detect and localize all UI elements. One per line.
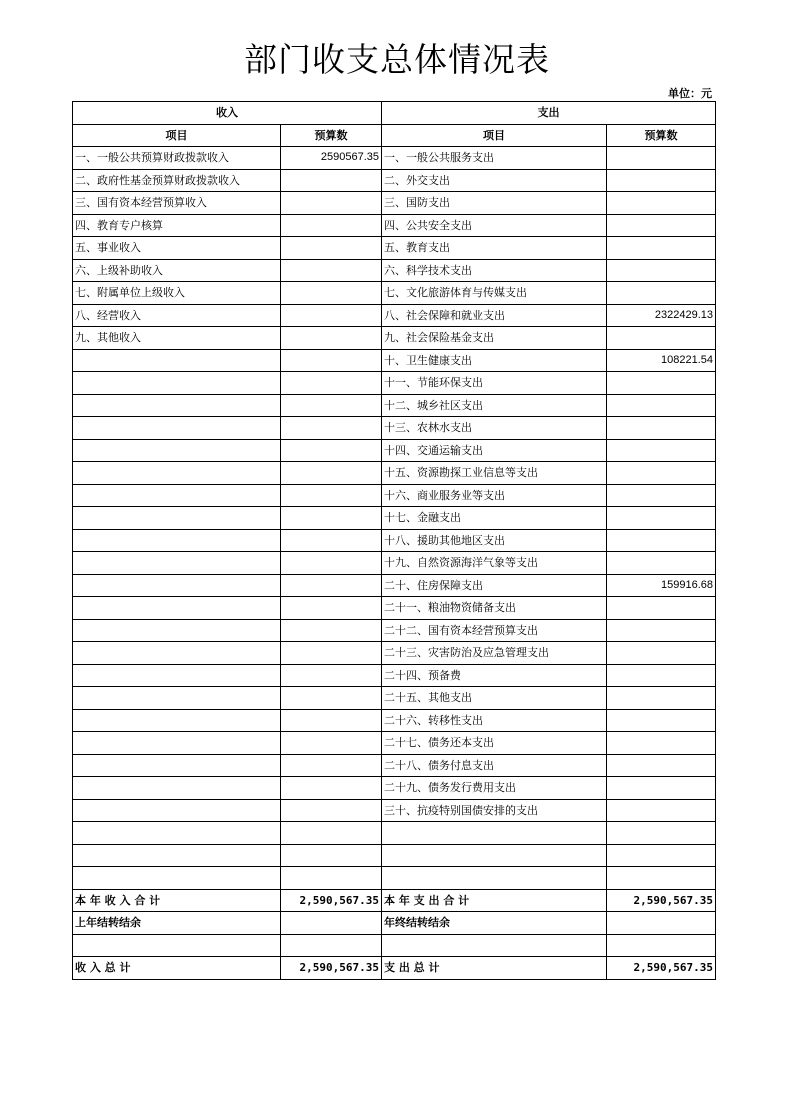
income-value: [281, 507, 382, 530]
expense-item: 六、科学技术支出: [382, 259, 607, 282]
table-row: [73, 642, 716, 665]
income-item: 八、经营收入: [73, 304, 281, 327]
income-item: [73, 867, 281, 890]
income-budget-header: 预算数: [281, 124, 382, 147]
table-row: [73, 147, 716, 170]
table-row: [73, 439, 716, 462]
expense-item: 十六、商业服务业等支出: [382, 484, 607, 507]
income-item: [73, 394, 281, 417]
income-total-label: 上年结转结余: [73, 912, 281, 935]
income-item: 二、政府性基金预算财政拨款收入: [73, 169, 281, 192]
expense-value: [607, 799, 716, 822]
income-item: [73, 844, 281, 867]
table-row: [73, 709, 716, 732]
expense-value: [607, 709, 716, 732]
income-value: [281, 327, 382, 350]
income-value: [281, 484, 382, 507]
expense-total-value: 2,590,567.35: [607, 889, 716, 912]
table-row: [73, 327, 716, 350]
expense-value: [607, 147, 716, 170]
table-row: [73, 867, 716, 890]
expense-item: 二、外交支出: [382, 169, 607, 192]
income-value: [281, 304, 382, 327]
income-value: [281, 642, 382, 665]
income-item: [73, 529, 281, 552]
expense-item: 二十四、预备费: [382, 664, 607, 687]
expense-value: [607, 259, 716, 282]
expense-item: 十二、城乡社区支出: [382, 394, 607, 417]
income-value: [281, 192, 382, 215]
income-item: [73, 349, 281, 372]
table-row: [73, 417, 716, 440]
income-item: [73, 754, 281, 777]
table-row: [73, 844, 716, 867]
expense-item: 二十一、粮油物资储备支出: [382, 597, 607, 620]
expense-value: [607, 462, 716, 485]
income-value: [281, 844, 382, 867]
income-value: [281, 552, 382, 575]
expense-value: [607, 822, 716, 845]
income-total-value: 2,590,567.35: [281, 889, 382, 912]
income-item: [73, 664, 281, 687]
expense-value: [607, 394, 716, 417]
expense-item: 一、一般公共服务支出: [382, 147, 607, 170]
income-value: [281, 349, 382, 372]
income-item: 六、上级补助收入: [73, 259, 281, 282]
expense-value: [607, 777, 716, 800]
total-row: [73, 912, 716, 935]
expense-value: [607, 417, 716, 440]
income-value: [281, 214, 382, 237]
expense-value: [607, 192, 716, 215]
expense-item: 二十二、国有资本经营预算支出: [382, 619, 607, 642]
income-item: [73, 619, 281, 642]
expense-item: 十四、交通运输支出: [382, 439, 607, 462]
income-item: [73, 777, 281, 800]
income-item: [73, 822, 281, 845]
income-total-label: [73, 934, 281, 957]
income-item: [73, 507, 281, 530]
income-item: [73, 799, 281, 822]
expense-value: [607, 867, 716, 890]
income-total-value: 2,590,567.35: [281, 957, 382, 980]
income-value: [281, 417, 382, 440]
expense-item: 十八、援助其他地区支出: [382, 529, 607, 552]
table-row: [73, 664, 716, 687]
expense-value: [607, 552, 716, 575]
income-item: [73, 732, 281, 755]
expense-item: 十七、金融支出: [382, 507, 607, 530]
expense-total-label: 本 年 支 出 合 计: [382, 889, 607, 912]
income-value: [281, 372, 382, 395]
income-total-label: 收 入 总 计: [73, 957, 281, 980]
income-item: [73, 574, 281, 597]
expense-value: [607, 169, 716, 192]
table-row: [73, 372, 716, 395]
income-header: 收入: [73, 102, 382, 125]
table-row: [73, 552, 716, 575]
expense-item: 十三、农林水支出: [382, 417, 607, 440]
table-row: [73, 574, 716, 597]
expense-total-label: [382, 934, 607, 957]
expense-value: [607, 237, 716, 260]
income-item: [73, 597, 281, 620]
table-row: [73, 192, 716, 215]
income-item: [73, 439, 281, 462]
expense-item: 二十九、债务发行费用支出: [382, 777, 607, 800]
income-value: 2590567.35: [281, 147, 382, 170]
budget-table: [72, 101, 716, 980]
income-value: [281, 822, 382, 845]
income-value: [281, 777, 382, 800]
table-row: [73, 597, 716, 620]
expense-item: 二十三、灾害防治及应急管理支出: [382, 642, 607, 665]
income-item: [73, 642, 281, 665]
income-item: [73, 462, 281, 485]
income-item: [73, 552, 281, 575]
expense-item: [382, 867, 607, 890]
table-row: [73, 529, 716, 552]
income-item: 一、一般公共预算财政拨款收入: [73, 147, 281, 170]
income-total-value: [281, 934, 382, 957]
expense-item: 八、社会保障和就业支出: [382, 304, 607, 327]
table-row: [73, 777, 716, 800]
income-value: [281, 462, 382, 485]
table-row: [73, 349, 716, 372]
expense-value: [607, 619, 716, 642]
income-value: [281, 687, 382, 710]
expense-value: [607, 214, 716, 237]
expense-item: [382, 822, 607, 845]
expense-value: [607, 439, 716, 462]
expense-value: [607, 507, 716, 530]
income-value: [281, 732, 382, 755]
expense-item: 二十八、债务付息支出: [382, 754, 607, 777]
table-row: [73, 214, 716, 237]
expense-item: 四、公共安全支出: [382, 214, 607, 237]
expense-header: 支出: [382, 102, 716, 125]
expense-item: 三十、抗疫特别国债安排的支出: [382, 799, 607, 822]
expense-value: 2322429.13: [607, 304, 716, 327]
income-total-label: 本 年 收 入 合 计: [73, 889, 281, 912]
income-value: [281, 439, 382, 462]
table-row: [73, 304, 716, 327]
expense-value: [607, 754, 716, 777]
table-row: [73, 394, 716, 417]
income-value: [281, 574, 382, 597]
table-row: [73, 237, 716, 260]
unit-label: 单位：元: [668, 87, 712, 100]
income-value: [281, 394, 382, 417]
expense-value: [607, 327, 716, 350]
page-title: 部门收支总体情况表: [244, 40, 550, 79]
expense-value: [607, 687, 716, 710]
income-value: [281, 709, 382, 732]
expense-total-label: 年终结转结余: [382, 912, 607, 935]
budget-table-body: [73, 102, 716, 980]
expense-value: [607, 664, 716, 687]
income-item: 七、附属单位上级收入: [73, 282, 281, 305]
income-value: [281, 282, 382, 305]
expense-item: 三、国防支出: [382, 192, 607, 215]
expense-budget-header: 预算数: [607, 124, 716, 147]
table-row: [73, 259, 716, 282]
income-value: [281, 799, 382, 822]
total-row: [73, 934, 716, 957]
expense-value: [607, 282, 716, 305]
table-row: [73, 507, 716, 530]
income-value: [281, 169, 382, 192]
table-row: [73, 732, 716, 755]
expense-item: 九、社会保险基金支出: [382, 327, 607, 350]
table-row: [73, 754, 716, 777]
income-value: [281, 259, 382, 282]
income-item: [73, 417, 281, 440]
income-item: 三、国有资本经营预算收入: [73, 192, 281, 215]
table-row: [73, 799, 716, 822]
expense-value: [607, 597, 716, 620]
expense-item: 二十、住房保障支出: [382, 574, 607, 597]
income-value: [281, 597, 382, 620]
expense-item: 二十六、转移性支出: [382, 709, 607, 732]
table-row: [73, 462, 716, 485]
income-value: [281, 754, 382, 777]
expense-item: 十一、节能环保支出: [382, 372, 607, 395]
expense-value: [607, 732, 716, 755]
income-value: [281, 237, 382, 260]
expense-total-value: 2,590,567.35: [607, 957, 716, 980]
table-row: [73, 619, 716, 642]
expense-value: [607, 372, 716, 395]
expense-item: 七、文化旅游体育与传媒支出: [382, 282, 607, 305]
expense-item: [382, 844, 607, 867]
expense-item: 五、教育支出: [382, 237, 607, 260]
income-item: 九、其他收入: [73, 327, 281, 350]
income-value: [281, 664, 382, 687]
expense-item-header: 项目: [382, 124, 607, 147]
expense-item: 十、卫生健康支出: [382, 349, 607, 372]
expense-total-label: 支 出 总 计: [382, 957, 607, 980]
income-item-header: 项目: [73, 124, 281, 147]
total-row: [73, 957, 716, 980]
expense-total-value: [607, 934, 716, 957]
total-row: [73, 889, 716, 912]
expense-item: 二十五、其他支出: [382, 687, 607, 710]
income-total-value: [281, 912, 382, 935]
income-item: [73, 484, 281, 507]
expense-value: [607, 642, 716, 665]
income-item: 五、事业收入: [73, 237, 281, 260]
expense-item: 十五、资源勘探工业信息等支出: [382, 462, 607, 485]
table-row: [73, 484, 716, 507]
expense-value: [607, 844, 716, 867]
table-row: [73, 169, 716, 192]
table-row: [73, 687, 716, 710]
table-row: [73, 822, 716, 845]
expense-value: [607, 484, 716, 507]
income-value: [281, 529, 382, 552]
income-item: 四、教育专户核算: [73, 214, 281, 237]
income-value: [281, 867, 382, 890]
expense-value: [607, 529, 716, 552]
income-item: [73, 709, 281, 732]
section-header-row: [73, 102, 716, 125]
income-item: [73, 372, 281, 395]
expense-total-value: [607, 912, 716, 935]
income-item: [73, 687, 281, 710]
expense-value: 159916.68: [607, 574, 716, 597]
expense-item: 十九、自然资源海洋气象等支出: [382, 552, 607, 575]
income-value: [281, 619, 382, 642]
column-header-row: [73, 124, 716, 147]
expense-item: 二十七、债务还本支出: [382, 732, 607, 755]
table-row: [73, 282, 716, 305]
expense-value: 108221.54: [607, 349, 716, 372]
